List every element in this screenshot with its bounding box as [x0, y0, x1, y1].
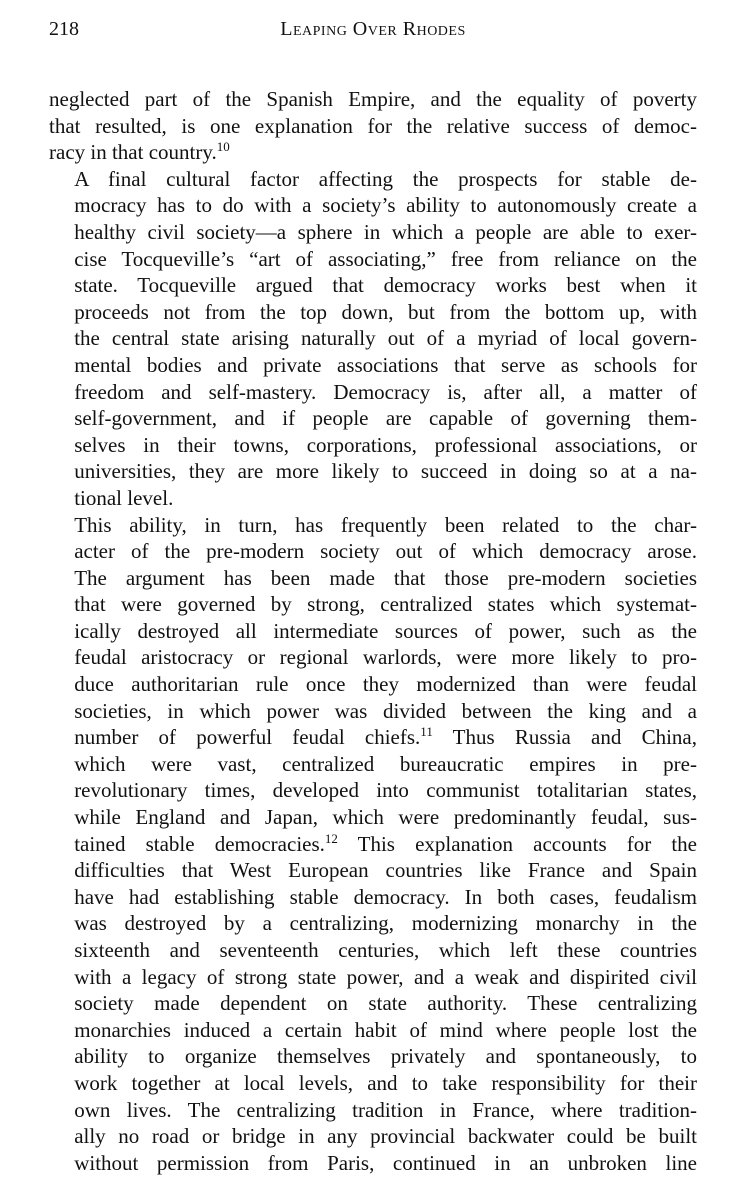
text-line	[49, 591, 697, 618]
line-text: freedom and self-mastery. Democracy is, after all, a matter of	[74, 379, 697, 404]
line-text: mocracy has to do with a society’s ability to autonomously create a	[74, 193, 697, 218]
text-line	[49, 379, 697, 406]
line-text: racy in that country.	[49, 140, 217, 165]
text-line	[49, 1017, 697, 1044]
line-text: have had establishing stable democracy. In both cases, feudalism	[74, 884, 697, 909]
line-text: ability to organize themselves privately and spontaneously, to	[74, 1044, 697, 1069]
line-text: duce authoritarian rule once they modernized than were feudal	[74, 672, 697, 697]
text-line	[49, 804, 697, 831]
text-line	[49, 166, 697, 193]
text-line	[49, 1043, 697, 1070]
paragraph	[49, 86, 697, 166]
line-text: that resulted, is one explanation for the relative success of democ-	[49, 113, 697, 138]
text-line	[49, 910, 697, 937]
line-text: This ability, in turn, has frequently been related to the char-	[74, 512, 697, 537]
text-line	[49, 990, 697, 1017]
line-text: proceeds not from the top down, but from the bottom up, with	[74, 299, 697, 324]
line-text: sixteenth and seventeenth centuries, which left these countries	[74, 938, 697, 962]
line-text: with a legacy of strong state power, and a weak and dispirited civil	[74, 964, 697, 989]
text-line	[49, 1123, 697, 1150]
line-text: number of powerful feudal chiefs.	[74, 725, 421, 750]
text-line	[49, 458, 697, 485]
line-text: work together at local levels, and to take responsibility for their	[74, 1070, 697, 1095]
line-text: that were governed by strong, centralized states which systemat-	[74, 592, 697, 617]
line-text: A final cultural factor affecting the prospects for stable de-	[74, 166, 697, 191]
line-text-continued: This explanation accounts for the	[337, 831, 697, 856]
body-text	[49, 86, 697, 1176]
running-title: Leaping Over Rhodes	[280, 18, 466, 40]
text-line	[49, 937, 697, 964]
line-text: mental bodies and private associations that serve as schools for	[74, 352, 697, 377]
line-text: cise Tocqueville’s “art of associating,” free from reliance on the	[74, 246, 697, 271]
paragraph	[49, 512, 697, 1177]
line-text: tional level.	[74, 485, 174, 510]
line-text: feudal aristocracy or regional warlords, were more likely to pro-	[74, 645, 697, 670]
text-line	[49, 86, 697, 113]
text-line	[49, 644, 697, 671]
paragraph	[49, 166, 697, 512]
text-line	[49, 618, 697, 645]
text-line	[49, 113, 697, 140]
line-text: tained stable democracies.	[74, 831, 325, 856]
text-line	[49, 565, 697, 592]
text-line	[49, 751, 697, 778]
line-text: the central state arising naturally out of a myriad of local govern-	[74, 326, 697, 351]
line-text: state. Tocqueville argued that democracy works best when it	[74, 273, 697, 298]
line-text: without permission from Paris, continued in an unbroken line	[74, 1150, 697, 1175]
text-line	[49, 325, 697, 352]
line-text: selves in their towns, corporations, professional associations, or	[74, 432, 697, 457]
line-text: revolutionary times, developed into communist totalitarian states,	[74, 778, 697, 803]
line-text-continued: Thus Russia and China,	[432, 725, 697, 750]
footnote-reference: 10	[216, 139, 230, 155]
line-text: monarchies induced a certain habit of mind where people lost the	[74, 1017, 697, 1042]
line-text: acter of the pre-modern society out of which democracy arose.	[74, 539, 697, 564]
text-line	[49, 724, 697, 751]
text-line	[49, 964, 697, 991]
text-line	[49, 857, 697, 884]
text-line	[49, 246, 697, 273]
line-text: was destroyed by a centralizing, modernizing monarchy in the	[74, 911, 697, 936]
text-line	[49, 512, 697, 539]
line-text: own lives. The centralizing tradition in France, where tradition-	[74, 1097, 697, 1122]
line-text: neglected part of the Spanish Empire, and the equality of poverty	[49, 87, 697, 111]
running-header	[49, 14, 697, 44]
footnote-reference: 12	[324, 830, 338, 846]
text-line	[49, 272, 697, 299]
line-text: difficulties that West European countries like France and Spain	[74, 858, 697, 883]
text-line	[49, 1097, 697, 1124]
line-text: while England and Japan, which were predominantly feudal, sus-	[74, 805, 697, 830]
line-text: ally no road or bridge in any provincial backwater could be built	[74, 1124, 697, 1149]
line-text: society made dependent on state authority. These centralizing	[74, 991, 697, 1016]
text-line	[49, 405, 697, 432]
text-line	[49, 831, 697, 858]
page-number: 218	[49, 18, 79, 40]
line-text: The argument has been made that those pre-modern societies	[74, 565, 697, 590]
text-line	[49, 698, 697, 725]
text-line	[49, 139, 697, 166]
text-line	[49, 1150, 697, 1177]
line-text: universities, they are more likely to succeed in doing so at a na-	[74, 459, 697, 484]
text-line	[49, 192, 697, 219]
text-line	[49, 777, 697, 804]
line-text: ically destroyed all intermediate sources of power, such as the	[74, 618, 697, 643]
line-text: self-government, and if people are capable of governing them-	[74, 406, 697, 431]
text-line	[49, 671, 697, 698]
text-line	[49, 299, 697, 326]
text-line	[49, 538, 697, 565]
line-text: which were vast, centralized bureaucratic empires in pre-	[74, 751, 697, 776]
text-line	[49, 1070, 697, 1097]
text-line	[49, 352, 697, 379]
text-line	[49, 884, 697, 911]
line-text: societies, in which power was divided between the king and a	[74, 698, 697, 723]
text-line	[49, 219, 697, 246]
text-line	[49, 432, 697, 459]
book-page	[49, 14, 697, 1176]
footnote-reference: 11	[420, 724, 433, 740]
line-text: healthy civil society—a sphere in which a people are able to exer-	[74, 219, 697, 244]
text-line	[49, 485, 697, 512]
